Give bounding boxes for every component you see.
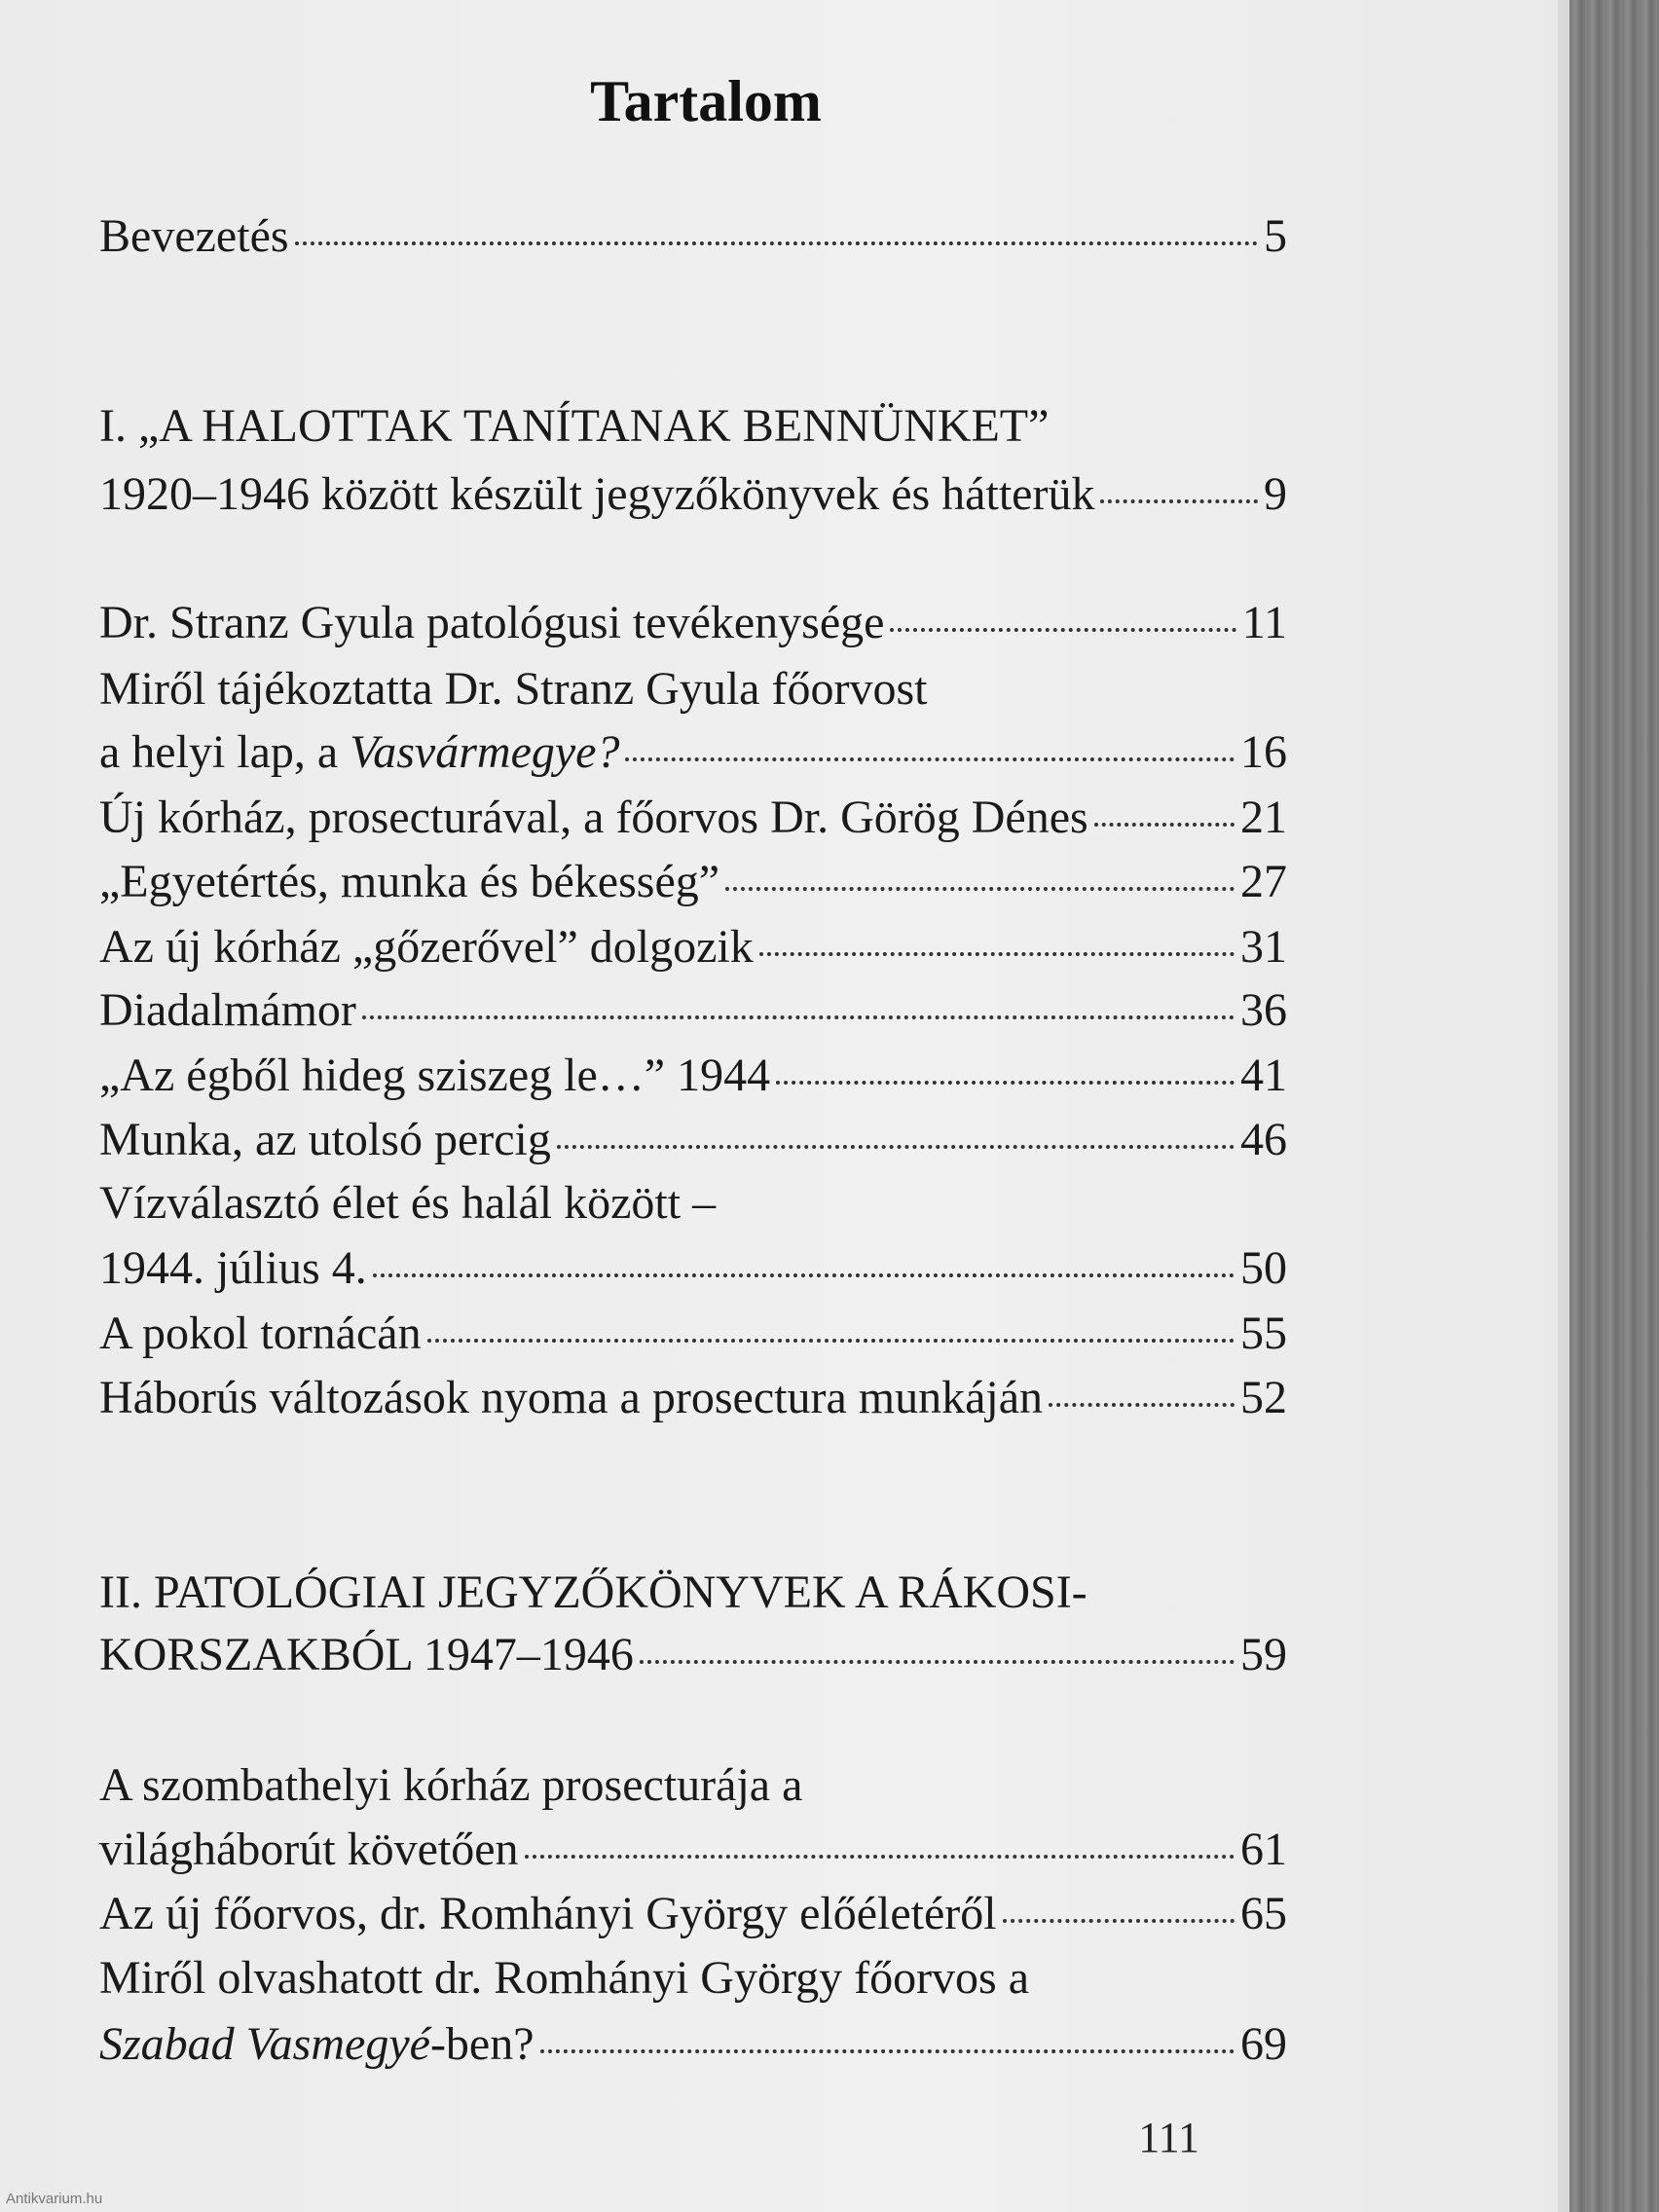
leader-dots [776,1081,1235,1085]
toc-entry-label: Diadalmámor [99,984,356,1036]
toc-entry [99,983,1287,1042]
toc-entry-label: Háborús változások nyoma a prosectura munkáján [99,1372,1044,1423]
toc-entry-label: Új kórház, prosecturával, a főorvos Dr. Görög Dénes [99,792,1088,843]
toc-entry-page: 31 [1240,921,1287,973]
toc-entry-label: Munka, az utolsó percig [99,1114,551,1165]
toc-entry-label-text: -ben? [429,2018,535,2070]
page-number: 111 [1138,2114,1199,2161]
toc-entry-page: 65 [1240,1888,1287,1939]
leader-dots [640,1660,1235,1664]
toc-entry-label: világháborút követően [99,1824,519,1875]
toc-entry-page: 61 [1240,1824,1287,1875]
toc-entry [99,1371,1287,1429]
toc-entry-page: 55 [1240,1308,1287,1359]
toc-entry-label: „Egyetértés, munka és békesség” [99,856,720,907]
toc-entry-page: 41 [1240,1050,1287,1101]
toc-entry-page: 11 [1241,597,1287,648]
toc-entry [99,1307,1287,1365]
toc-entry-label: 1944. július 4. [99,1242,367,1294]
leader-dots [362,1015,1235,1019]
toc-entry-label: Dr. Stranz Gyula patológusi tevékenysége [99,597,885,648]
toc-entry [99,2017,1287,2076]
page-title: Tartalom [590,69,822,133]
leader-dots [557,1145,1235,1149]
toc-entry-label [99,725,619,779]
toc-entry-page: 69 [1240,2018,1287,2070]
toc-entry [99,791,1287,849]
toc-entry [99,920,1287,978]
leader-dots [1003,1919,1235,1923]
toc-entry [99,1887,1287,1945]
watermark: Antikvarium.hu [6,2191,103,2207]
toc-entry-label: Bevezetés [99,210,289,262]
toc-entry-line1: Miről olvashatott dr. Romhányi György főorvos a [99,1952,1030,2004]
toc-entry-page: 16 [1240,726,1287,778]
toc-entry [99,855,1287,913]
leader-dots [540,2049,1235,2053]
leader-dots [759,952,1235,956]
toc-entry [99,725,1287,784]
toc-entry-line1: Miről tájékoztatta Dr. Stranz Gyula főorvost [99,663,928,715]
toc-entry-label: Az új kórház „gőzerővel” dolgozik [99,921,754,973]
toc-entry-label: A pokol tornácán [99,1308,422,1359]
toc-entry-label-italic: Vasvármegye? [350,726,620,778]
toc-entry [99,1049,1287,1107]
part-two-heading [99,1628,1287,1686]
toc-entry-page: 36 [1240,984,1287,1036]
toc-entry-page: 52 [1240,1372,1287,1423]
toc-entry [99,596,1287,654]
toc-entry-page: 46 [1240,1114,1287,1165]
toc-entry-line1: Vízválasztó élet és halál között – [99,1177,717,1229]
toc-entry-intro [99,209,1287,268]
toc-entry-label: Az új főorvos, dr. Romhányi György előéletéről [99,1888,997,1939]
toc-entry-label: KORSZAKBÓL 1947–1946 [99,1629,634,1680]
toc-entry [99,1823,1287,1881]
part-two-heading-line1: II. PATOLÓGIAI JEGYZŐKÖNYVEK A RÁKOSI- [99,1567,1088,1618]
toc-entry-line1: A szombathelyi kórház prosecturája a [99,1759,803,1811]
part-one-heading: I. „A HALOTTAK TANÍTANAK BENNÜNKET” [99,400,1050,452]
leader-dots [890,628,1235,632]
toc-entry-label [99,2017,535,2071]
part-one-subtitle [99,467,1287,526]
toc-entry [99,1113,1287,1171]
leader-dots [295,241,1258,245]
toc-entry-page: 5 [1264,210,1287,262]
toc-entry-label-italic: Szabad Vasmegyé [99,2018,430,2070]
leader-dots [625,757,1235,761]
toc-entry-page: 21 [1240,792,1287,843]
leader-dots [427,1339,1235,1343]
leader-dots [373,1273,1235,1277]
toc-entry-page: 9 [1264,468,1287,520]
toc-entry-label-text: a helyi lap, a [99,726,350,778]
toc-entry-page: 27 [1240,856,1287,907]
toc-entry-label: „Az égből hideg sziszeg le…” 1944 [99,1050,771,1101]
toc-entry [99,1241,1287,1300]
toc-entry-page: 59 [1240,1629,1287,1680]
leader-dots [1100,499,1258,503]
leader-dots [1049,1403,1235,1407]
leader-dots [525,1855,1235,1859]
toc-entry-label: 1920–1946 között készült jegyzőkönyvek és hátterük [99,468,1095,520]
leader-dots [725,887,1235,891]
leader-dots [1094,823,1235,827]
toc-entry-page: 50 [1240,1242,1287,1294]
book-edge [1569,0,1659,2212]
